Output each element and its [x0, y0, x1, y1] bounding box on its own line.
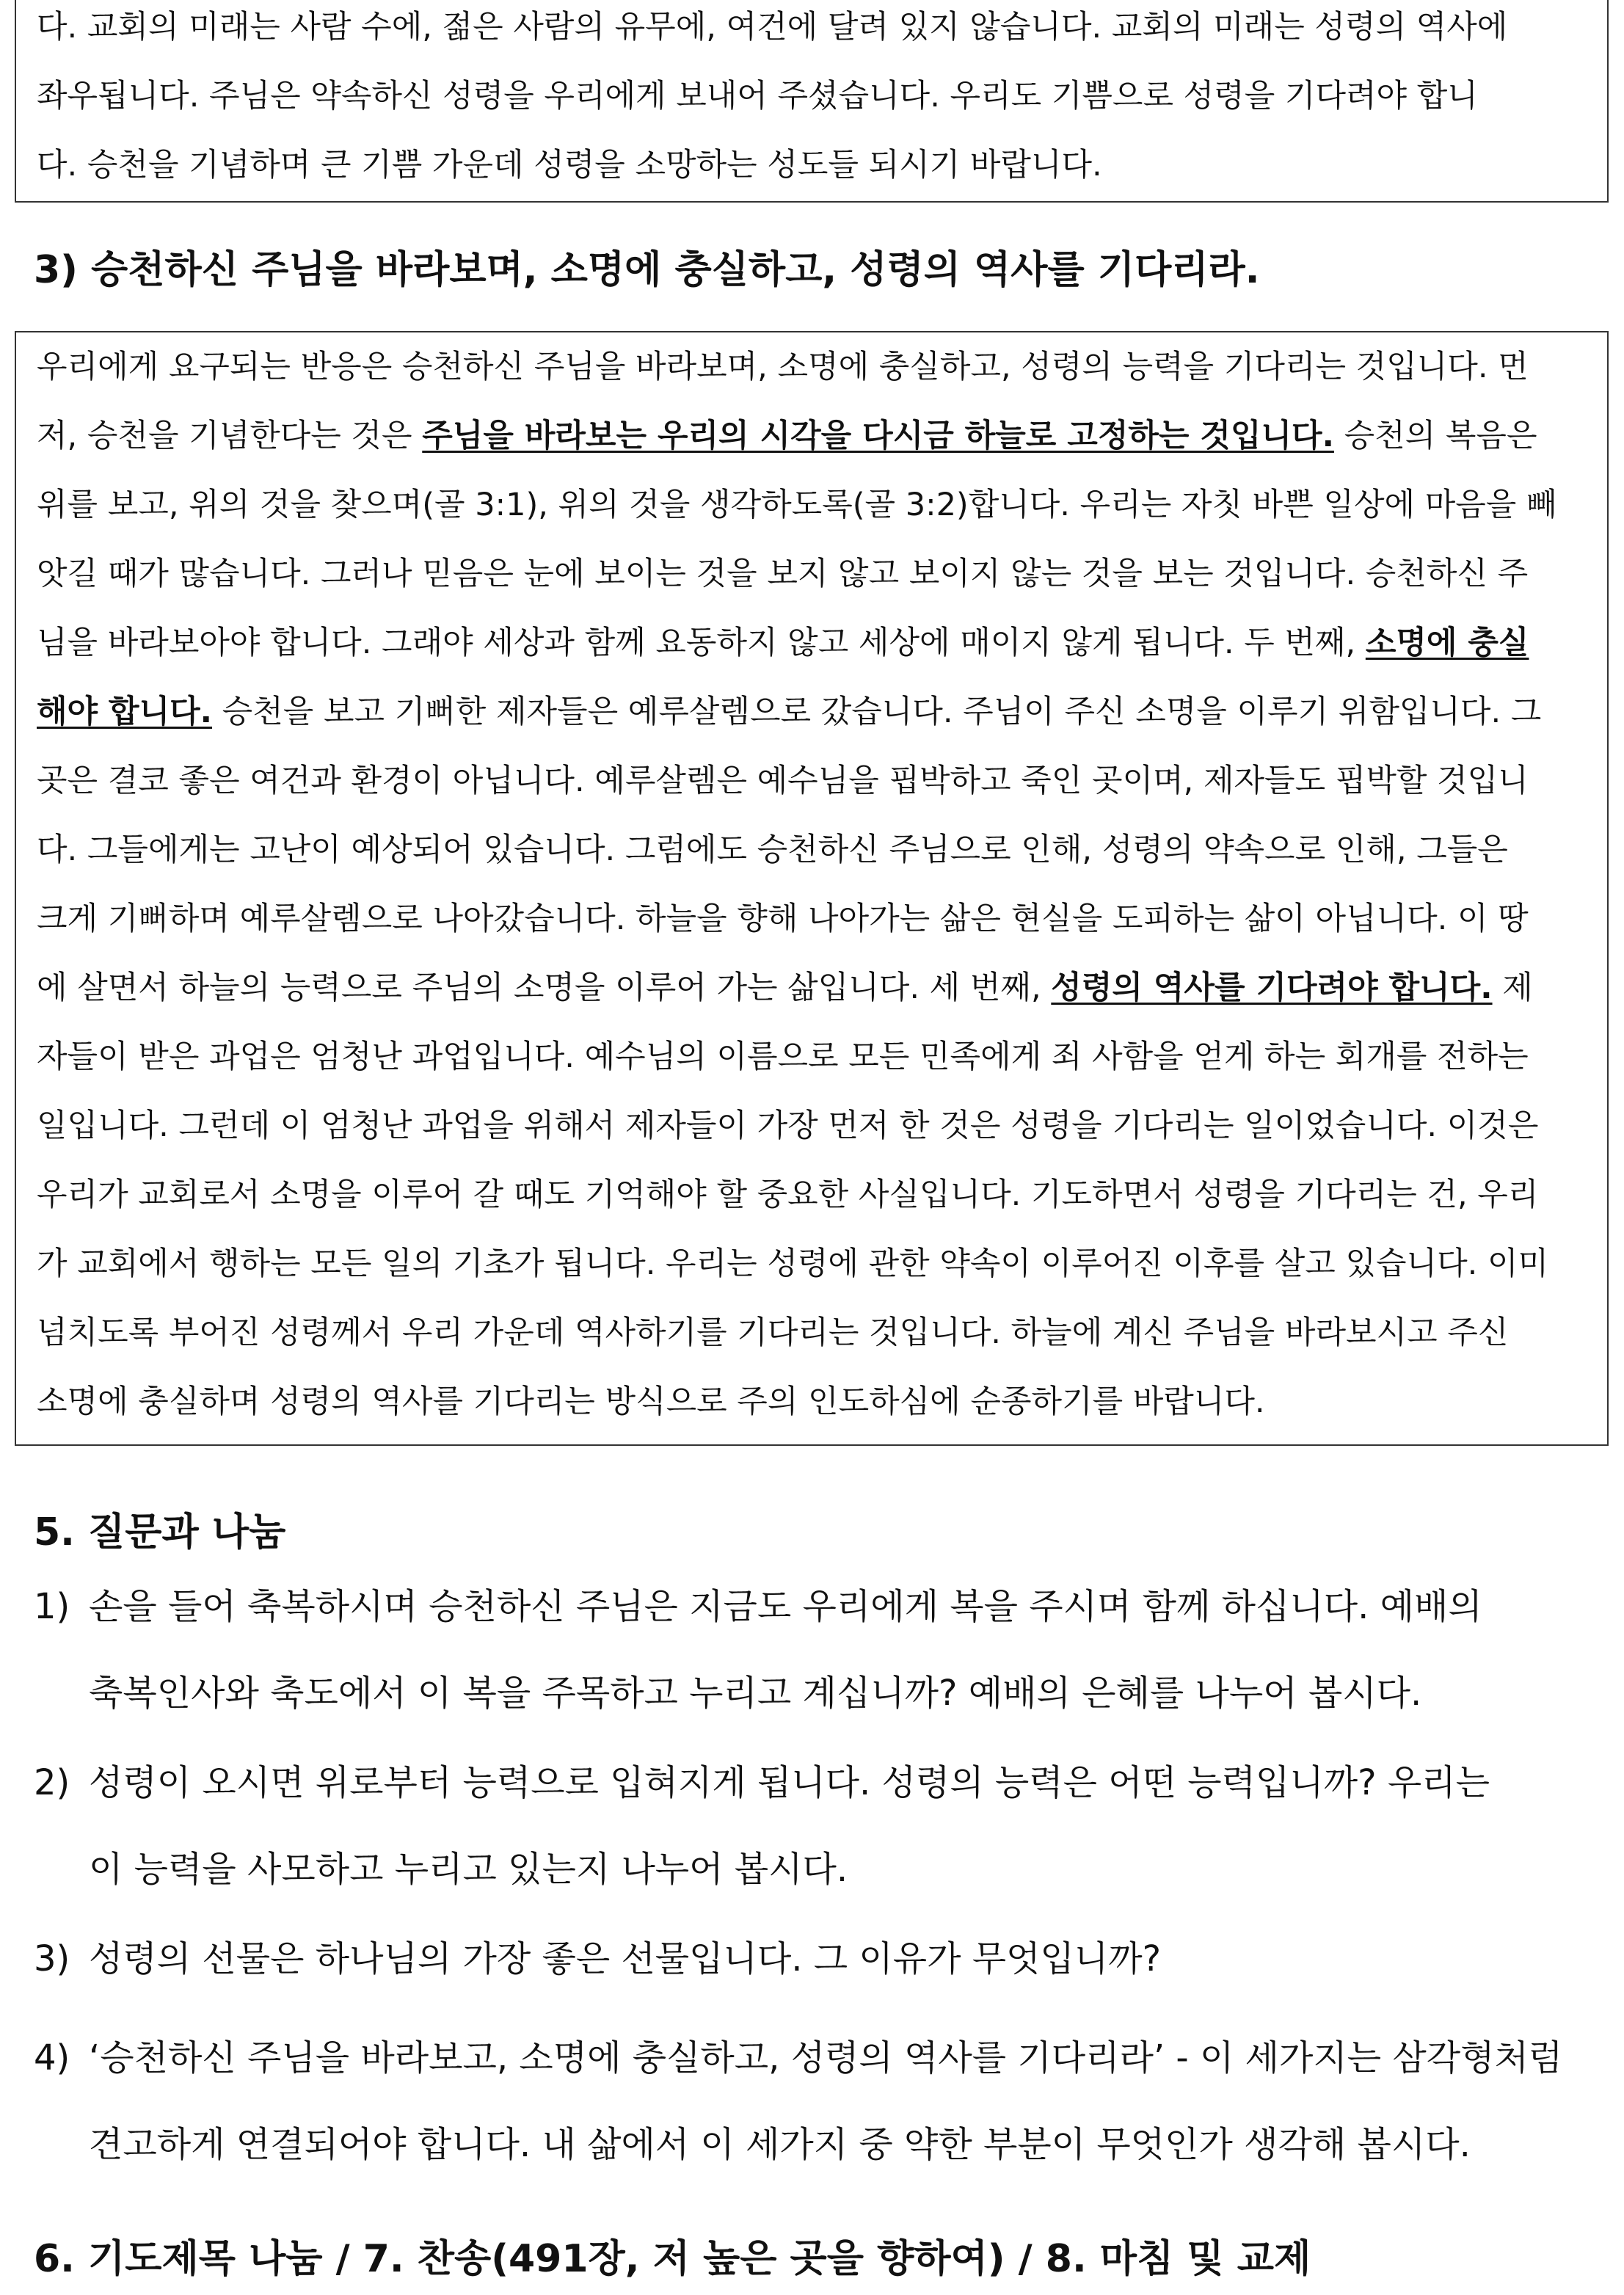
- sermon-text-box-top: [15, 0, 1609, 203]
- sermon-text-box-point3: [15, 331, 1609, 1446]
- question-item-4: [34, 2015, 1604, 2188]
- question-text-cont: 견고하게 연결되어야 합니다. 내 삶에서 이 세가지 중 약한 부분이 무엇인가 생각해 봅시다.: [89, 2124, 1471, 2165]
- paragraph-line: 소명에 충실하며 성령의 역사를 기다리는 방식으로 주의 인도하심에 순종하기를 바랍니다.: [37, 1383, 1265, 1420]
- paragraph-line: [37, 401, 1587, 470]
- question-text: 성령의 선물은 하나님의 가장 좋은 선물입니다. 그 이유가 무엇입니까?: [89, 1938, 1162, 1979]
- question-number: 1): [34, 1586, 70, 1627]
- paragraph-line: 좌우됩니다. 주님은 약속하신 성령을 우리에게 보내어 주셨습니다. 우리도 기쁨으로 성령을 기다려야 합니: [37, 78, 1478, 114]
- emphasis-underlined: 소명에 충실: [1365, 625, 1529, 661]
- text-run: 에 살면서 하늘의 능력으로 주님의 소명을 이루어 가는 삶입니다. 세 번째,: [37, 970, 1052, 1006]
- paragraph-line: 자들이 받은 과업은 엄청난 과업입니다. 예수님의 이름으로 모든 민족에게 죄 사함을 얻게 하는 회개를 전하는: [37, 1039, 1529, 1075]
- text-run: 님을 바라보아야 합니다. 그래야 세상과 함께 요동하지 않고 세상에 매이지 않게 됩니다. 두 번째,: [37, 625, 1366, 661]
- question-number: 4): [34, 2037, 70, 2078]
- emphasis-underlined: 성령의 역사를 기다려야 합니다.: [1051, 970, 1493, 1006]
- paragraph-line: 가 교회에서 행하는 모든 일의 기초가 됩니다. 우리는 성령에 관한 약속이 이루어진 이후를 살고 있습니다. 이미: [37, 1245, 1549, 1282]
- paragraph-line: [37, 677, 1587, 746]
- question-item-3: [34, 1916, 1604, 2002]
- paragraph-line: 위를 보고, 위의 것을 찾으며(골 3:1), 위의 것을 생각하도록(골 3:2)합니다. 우리는 자칫 바쁜 일상에 마음을 빼: [37, 487, 1557, 523]
- question-text: 성령이 오시면 위로부터 능력으로 입혀지게 됩니다. 성령의 능력은 어떤 능력입니까? 우리는: [89, 1762, 1490, 1803]
- question-item-2: [34, 1739, 1604, 1913]
- paragraph-line: 우리가 교회로서 소명을 이루어 갈 때도 기억해야 할 중요한 사실입니다. 기도하면서 성령을 기다리는 건, 우리: [37, 1176, 1539, 1213]
- paragraph-line: 크게 기뻐하며 예루살렘으로 나아갔습니다. 하늘을 향해 나아가는 삶은 현실을 도피하는 삶이 아닙니다. 이 땅: [37, 901, 1529, 937]
- emphasis-underlined: 주님을 바라보는 우리의 시각을 다시금 하늘로 고정하는 것입니다.: [422, 418, 1334, 454]
- paragraph-line: 일입니다. 그런데 이 엄청난 과업을 위해서 제자들이 가장 먼저 한 것은 성령을 기다리는 일이었습니다. 이것은: [37, 1108, 1539, 1144]
- question-text-cont: 축복인사와 축도에서 이 복을 주목하고 누리고 계십니까? 예배의 은혜를 나누어 봅시다.: [89, 1673, 1422, 1714]
- text-run: 제: [1492, 970, 1533, 1006]
- paragraph-line: 다. 승천을 기념하며 큰 기쁨 가운데 성령을 소망하는 성도들 되시기 바랍니다.: [37, 147, 1102, 183]
- paragraph-line: [37, 608, 1587, 677]
- emphasis-underlined: 해야 합니다.: [37, 694, 212, 730]
- question-text: ‘승천하신 주님을 바라보고, 소명에 충실하고, 성령의 역사를 기다리라’ - 이 세가지는 삼각형처럼: [89, 2037, 1563, 2078]
- paragraph-line: 넘치도록 부어진 성령께서 우리 가운데 역사하기를 기다리는 것입니다. 하늘에 계신 주님을 바라보시고 주신: [37, 1314, 1509, 1351]
- paragraph-line: 곳은 결코 좋은 여건과 환경이 아닙니다. 예루살렘은 예수님을 핍박하고 죽인 곳이며, 제자들도 핍박할 것입니: [37, 763, 1529, 799]
- section5-heading: 5. 질문과 나눔: [34, 1510, 286, 1554]
- question-number: 3): [34, 1938, 70, 1979]
- paragraph-line: 다. 그들에게는 고난이 예상되어 있습니다. 그럼에도 승천하신 주님으로 인해, 성령의 약속으로 인해, 그들은: [37, 832, 1508, 868]
- point3-heading: 3) 승천하신 주님을 바라보며, 소명에 충실하고, 성령의 역사를 기다리라.: [34, 248, 1260, 292]
- paragraph-line: 앗길 때가 많습니다. 그러나 믿음은 눈에 보이는 것을 보지 않고 보이지 않는 것을 보는 것입니다. 승천하신 주: [37, 556, 1529, 592]
- question-number: 2): [34, 1762, 70, 1803]
- paragraph-line: 우리에게 요구되는 반응은 승천하신 주님을 바라보며, 소명에 충실하고, 성령의 능력을 기다리는 것입니다. 먼: [37, 349, 1529, 385]
- text-run: 승천의 복음은: [1333, 418, 1537, 454]
- question-text: 손을 들어 축복하시며 승천하신 주님은 지금도 우리에게 복을 주시며 함께 하십니다. 예배의: [89, 1586, 1482, 1627]
- paragraph-line: 다. 교회의 미래는 사람 수에, 젊은 사람의 유무에, 여건에 달려 있지 않습니다. 교회의 미래는 성령의 역사에: [37, 9, 1508, 46]
- text-run: 승천을 보고 기뻐한 제자들은 예루살렘으로 갔습니다. 주님이 주신 소명을 이루기 위함입니다. 그: [212, 694, 1542, 730]
- paragraph-line: [37, 953, 1587, 1022]
- text-run: 저, 승천을 기념한다는 것은: [37, 418, 423, 454]
- question-text-cont: 이 능력을 사모하고 누리고 있는지 나누어 봅시다.: [89, 1849, 848, 1890]
- closing-heading: 6. 기도제목 나눔 / 7. 찬송(491장, 저 높은 곳을 향하여) / 8. 마침 및 교제: [34, 2237, 1311, 2281]
- question-item-1: [34, 1563, 1604, 1736]
